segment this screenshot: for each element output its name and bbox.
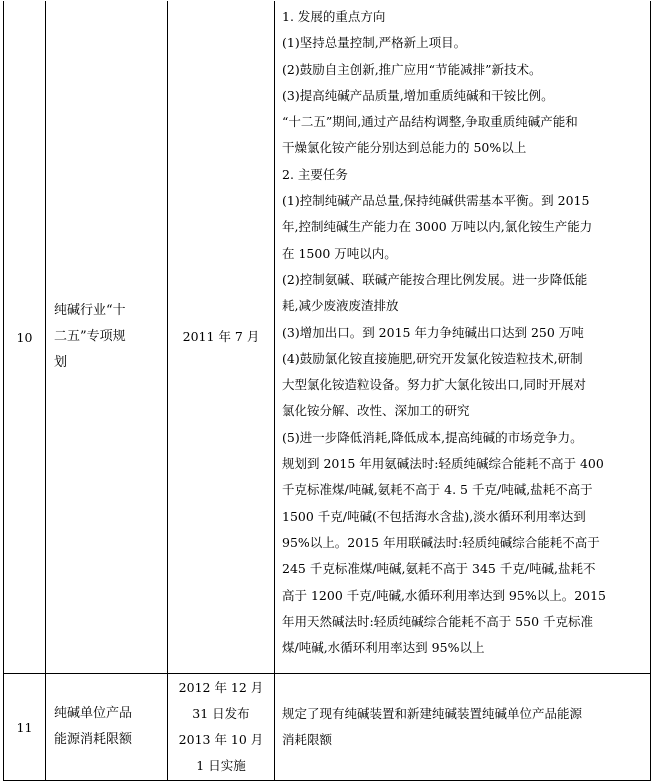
policy-date-line: 2012 年 12 月 xyxy=(178,680,264,695)
table-row xyxy=(4,1,651,674)
policy-name-line: 二五”专项规 xyxy=(54,329,126,344)
content-line: 年,控制纯碱生产能力在 3000 万吨以内,氯化铵生产能力 xyxy=(282,219,593,235)
content-line: “十二五”期间,通过产品结构调整,争取重质纯碱产能和 xyxy=(282,114,578,130)
policy-date-line: 2011 年 7 月 xyxy=(182,329,260,344)
policy-date-cell xyxy=(168,674,275,781)
policy-name-line: 纯碱行业“十 xyxy=(54,303,126,318)
content-line: 年用天然碱法时:轻质纯碱综合能耗不高于 550 千克标准 xyxy=(282,613,594,629)
row-number: 10 xyxy=(16,329,33,345)
policy-date-line: 31 日发布 xyxy=(192,706,250,721)
content-line: (2)鼓励自主创新,推广应用“节能减排”新技术。 xyxy=(282,61,542,77)
content-line: (1)控制纯碱产品总量,保持纯碱供需基本平衡。到 2015 xyxy=(282,193,590,209)
policy-date-cell xyxy=(168,1,275,674)
content-line: 氯化铵分解、改性、深加工的研究 xyxy=(282,403,470,419)
content-line: 耗,减少废液废渣排放 xyxy=(282,298,399,314)
table-row xyxy=(4,674,651,781)
content-line: 煤/吨碱,水循环利用率达到 95%以上 xyxy=(282,640,485,656)
content-line: 1500 千克/吨碱(不包括海水含盐),淡水循环利用率达到 xyxy=(282,508,586,524)
policy-name-line: 划 xyxy=(54,355,68,370)
content-line: (3)提高纯碱产品质量,增加重质纯碱和干铵比例。 xyxy=(282,87,554,103)
row-number-cell xyxy=(4,1,46,674)
content-line: 高于 1200 千克/吨碱,水循环利用率达到 95%以上。2015 xyxy=(282,587,607,603)
top-crop-edge xyxy=(3,0,651,1)
content-line: (4)鼓励氯化铵直接施肥,研究开发氯化铵造粒技术,研制 xyxy=(282,350,583,366)
content-line: 干燥氯化铵产能分别达到总能力的 50%以上 xyxy=(282,140,527,156)
content-line: 在 1500 万吨以内。 xyxy=(282,245,397,261)
content-line: 规定了现有纯碱装置和新建纯碱装置纯碱单位产品能源 xyxy=(282,705,583,721)
row-number: 11 xyxy=(16,719,33,735)
content-line: (1)坚持总量控制,严格新上项目。 xyxy=(282,35,467,51)
policy-content-cell xyxy=(275,674,651,781)
content-line: 2. 主要任务 xyxy=(282,166,348,182)
content-line: 245 千克标准煤/吨碱,氨耗不高于 345 千克/吨碱,盐耗不 xyxy=(282,561,596,577)
content-line: 规划到 2015 年用氨碱法时:轻质纯碱综合能耗不高于 400 xyxy=(282,456,604,472)
policy-date-line: 2013 年 10 月 xyxy=(178,732,264,747)
row-number-cell xyxy=(4,674,46,781)
policy-content-cell xyxy=(275,1,651,674)
content-line: (2)控制氨碱、联碱产能按合理比例发展。进一步降低能 xyxy=(282,271,588,287)
content-line: (5)进一步降低消耗,降低成本,提高纯碱的市场竞争力。 xyxy=(282,429,583,445)
policy-table xyxy=(3,0,651,781)
policy-date-line: 1 日实施 xyxy=(196,758,246,773)
content-line: 大型氯化铵造粒设备。努力扩大氯化铵出口,同时开展对 xyxy=(282,377,586,393)
content-line: 1. 发展的重点方向 xyxy=(282,9,386,24)
policy-name-line: 纯碱单位产品 xyxy=(54,706,133,721)
content-line: 千克标准煤/吨碱,氨耗不高于 4. 5 千克/吨碱,盐耗不高于 xyxy=(282,482,593,498)
content-line: 消耗限额 xyxy=(282,732,333,747)
policy-name-cell xyxy=(46,674,168,781)
content-line: 95%以上。2015 年用联碱法时:轻质纯碱综合能耗不高于 xyxy=(282,534,600,550)
policy-name-cell xyxy=(46,1,168,674)
policy-name-line: 能源消耗限额 xyxy=(54,732,133,747)
content-line: (3)增加出口。到 2015 年力争纯碱出口达到 250 万吨 xyxy=(282,324,584,340)
